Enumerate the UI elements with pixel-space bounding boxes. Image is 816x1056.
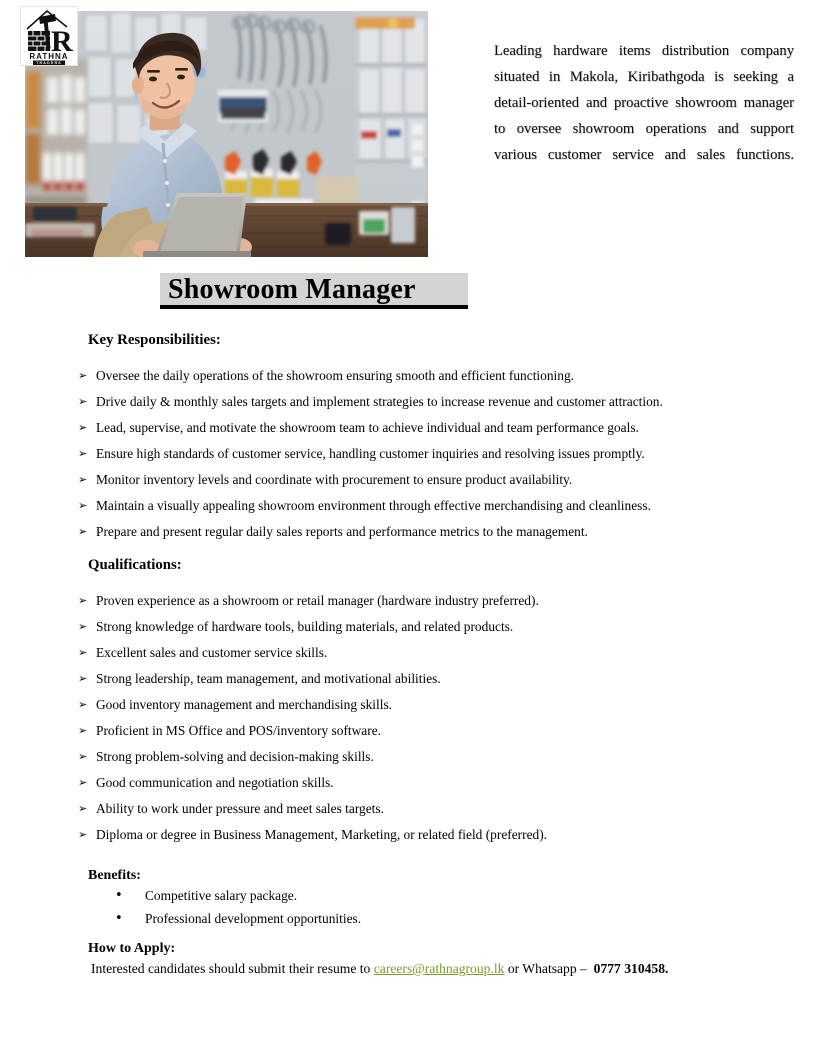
arrow-bullet-icon: ➢	[78, 802, 88, 815]
dot-bullet-icon: •	[115, 888, 123, 903]
list-item	[78, 692, 778, 718]
list-item	[78, 666, 778, 692]
list-item-text: Oversee the daily operations of the showroom ensuring smooth and efficient functioning.	[96, 368, 574, 383]
list-item-text: Ensure high standards of customer service, handling customer inquiries and resolving issues promptly.	[96, 446, 645, 461]
list-item-text: Maintain a visually appealing showroom environment through effective merchandising and cleanliness.	[96, 498, 651, 513]
arrow-bullet-icon: ➢	[78, 750, 88, 763]
apply-phone-number: 0777 310458.	[593, 961, 669, 976]
list-item	[78, 640, 778, 666]
list-item	[78, 519, 778, 545]
list-item	[78, 363, 778, 389]
title-underline	[160, 305, 468, 309]
svg-text:RATHNA: RATHNA	[29, 52, 69, 61]
list-item	[115, 884, 615, 907]
arrow-bullet-icon: ➢	[78, 646, 88, 659]
arrow-bullet-icon: ➢	[78, 473, 88, 486]
benefits-list	[115, 884, 615, 930]
job-title-highlight	[160, 273, 468, 307]
list-item-text: Monitor inventory levels and coordinate with procurement to ensure product availability.	[96, 472, 573, 487]
arrow-bullet-icon: ➢	[78, 594, 88, 607]
apply-text-middle: or Whatsapp –	[504, 961, 594, 976]
arrow-bullet-icon: ➢	[78, 724, 88, 737]
arrow-bullet-icon: ➢	[78, 620, 88, 633]
apply-email-link[interactable]: careers@rathnagroup.lk	[373, 961, 505, 976]
company-logo	[20, 6, 78, 66]
svg-text:TRADERS: TRADERS	[36, 61, 62, 65]
responsibilities-heading: Key Responsibilities:	[88, 332, 221, 348]
list-item-text: Strong knowledge of hardware tools, building materials, and related products.	[96, 619, 514, 634]
intro-paragraph: Leading hardware items distribution company situated in Makola, Kiribathgoda is seeking a detail-oriented and proactive showroom manager to oversee showroom operations and support various customer service and sales functions.	[494, 43, 794, 164]
header-zone	[0, 0, 816, 262]
list-item	[78, 588, 778, 614]
list-item	[78, 744, 778, 770]
svg-text:R: R	[51, 25, 73, 58]
arrow-bullet-icon: ➢	[78, 672, 88, 685]
list-item	[78, 796, 778, 822]
arrow-bullet-icon: ➢	[78, 421, 88, 434]
arrow-bullet-icon: ➢	[78, 395, 88, 408]
arrow-bullet-icon: ➢	[78, 369, 88, 382]
benefits-heading: Benefits:	[88, 868, 141, 883]
list-item-text: Good inventory management and merchandising skills.	[96, 697, 393, 712]
arrow-bullet-icon: ➢	[78, 776, 88, 789]
responsibilities-list	[78, 363, 778, 545]
list-item-text: Competitive salary package.	[145, 888, 298, 903]
arrow-bullet-icon: ➢	[78, 828, 88, 841]
list-item	[78, 770, 778, 796]
how-to-apply-line	[91, 959, 668, 979]
list-item-text: Proven experience as a showroom or retail manager (hardware industry preferred).	[96, 593, 539, 608]
list-item	[78, 614, 778, 640]
arrow-bullet-icon: ➢	[78, 698, 88, 711]
qualifications-list	[78, 588, 778, 848]
apply-text-before: Interested candidates should submit their resume to	[91, 961, 374, 976]
list-item-text: Excellent sales and customer service skills.	[96, 645, 328, 660]
dot-bullet-icon: •	[115, 911, 123, 926]
list-item	[78, 415, 778, 441]
list-item-text: Good communication and negotiation skills.	[96, 775, 334, 790]
hero-photo	[25, 11, 428, 257]
arrow-bullet-icon: ➢	[78, 525, 88, 538]
list-item	[78, 467, 778, 493]
list-item-text: Prepare and present regular daily sales reports and performance metrics to the management.	[96, 524, 588, 539]
arrow-bullet-icon: ➢	[78, 447, 88, 460]
list-item-text: Lead, supervise, and motivate the showroom team to achieve individual and team performance goals.	[96, 420, 639, 435]
list-item-text: Professional development opportunities.	[145, 911, 362, 926]
list-item-text: Drive daily & monthly sales targets and implement strategies to increase revenue and customer attraction.	[96, 394, 663, 409]
list-item-text: Strong leadership, team management, and motivational abilities.	[96, 671, 441, 686]
arrow-bullet-icon: ➢	[78, 499, 88, 512]
list-item	[78, 389, 778, 415]
list-item	[78, 718, 778, 744]
how-to-apply-heading: How to Apply:	[88, 941, 176, 956]
list-item	[78, 441, 778, 467]
list-item-text: Ability to work under pressure and meet sales targets.	[96, 801, 384, 816]
list-item	[78, 822, 778, 848]
list-item	[115, 907, 615, 930]
page-title: Showroom Manager	[168, 274, 416, 305]
qualifications-heading: Qualifications:	[88, 557, 182, 573]
list-item	[78, 493, 778, 519]
list-item-text: Proficient in MS Office and POS/inventory software.	[96, 723, 382, 738]
list-item-text: Diploma or degree in Business Management, Marketing, or related field (preferred).	[96, 827, 548, 842]
list-item-text: Strong problem-solving and decision-making skills.	[96, 749, 374, 764]
